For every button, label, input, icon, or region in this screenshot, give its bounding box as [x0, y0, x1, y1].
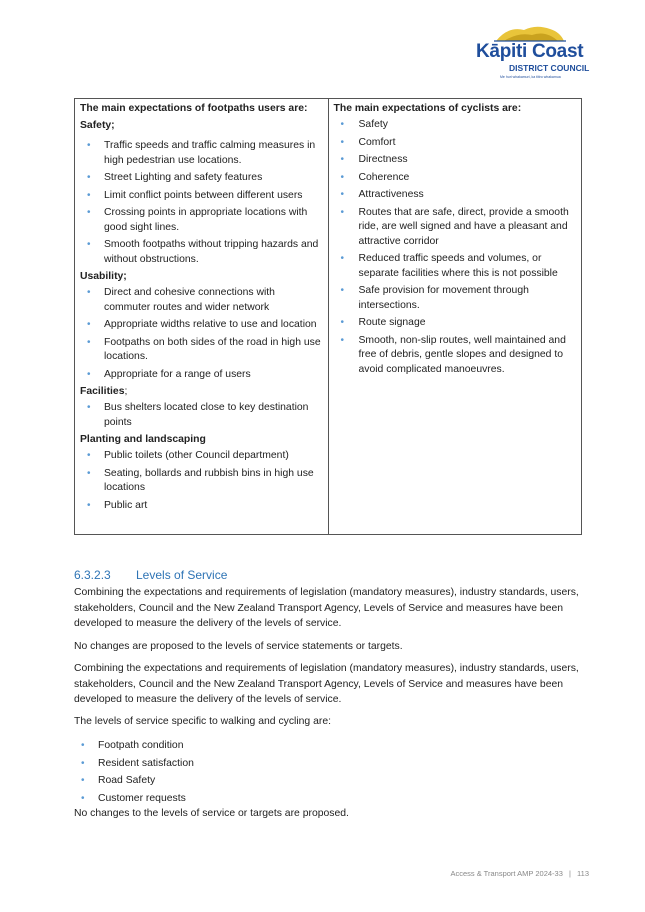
council-logo — [470, 24, 592, 80]
list-item: • Public toilets (other Council department) — [80, 449, 323, 464]
bullet-icon: • — [340, 189, 345, 200]
section-usability-title: Usability; — [80, 271, 127, 282]
bullet-icon: • — [87, 172, 91, 183]
bullet-icon: • — [87, 319, 91, 330]
list-item: • Seating, bollards and rubbish bins in high use locations — [87, 467, 314, 493]
list-item: • Resident satisfaction — [74, 757, 374, 772]
list-item: • Directness — [334, 153, 577, 168]
section-facilities-title: Facilities; — [80, 386, 128, 397]
bullet-icon: • — [340, 285, 345, 296]
bullet-icon: • — [87, 287, 91, 298]
bullet-icon: • — [81, 792, 85, 804]
footpath-users-cell — [75, 99, 329, 535]
bullet-icon: • — [87, 189, 91, 201]
bullet-icon: • — [87, 207, 91, 218]
section-title: Levels of Service — [136, 568, 228, 582]
paragraph: Combining the expectations and requirements of legislation (mandatory measures), industry standards, users, stakeholders, Council and the New Zealand Transport Agency, Levels of Service and measures have been developed to measure the delivery of the levels of service. — [74, 663, 579, 705]
page-footer — [450, 869, 589, 878]
cyclists-cell — [328, 99, 582, 535]
list-item: • Smooth footpaths without tripping hazards and without obstructions. — [87, 239, 319, 265]
list-item: • Customer requests — [74, 792, 374, 807]
list-item: • Appropriate for a range of users — [80, 368, 323, 383]
page-number: 113 — [577, 869, 589, 878]
logo-tagline: Me huri whakamuri, ka titiro whakamua — [500, 75, 561, 79]
bullet-icon: • — [340, 206, 345, 218]
list-item: • Comfort — [334, 136, 577, 151]
bullet-icon: • — [340, 253, 345, 264]
bullet-icon: • — [340, 136, 345, 148]
list-item: • Reduced traffic speeds and volumes, or separate facilities where this is not possible — [340, 253, 558, 279]
bullet-icon: • — [340, 334, 345, 346]
list-item: • Safety — [334, 118, 577, 133]
list-item: • Routes that are safe, direct, provide a smooth ride, are well signed and have a pleasant and attractive corridor — [340, 206, 569, 247]
bullet-icon: • — [87, 499, 91, 511]
bullet-icon: • — [87, 450, 91, 461]
section-planting-title: Planting and landscaping — [80, 434, 206, 445]
list-item: • Attractiveness — [334, 188, 577, 203]
bullet-icon: • — [340, 119, 345, 130]
usability-list — [80, 286, 323, 382]
list-item: • Route signage — [334, 316, 577, 331]
list-item: • Road Safety — [74, 774, 374, 789]
footer-separator: | — [568, 869, 571, 878]
bullet-icon: • — [340, 317, 345, 328]
safety-list — [80, 139, 323, 267]
bullet-icon: • — [81, 740, 85, 751]
list-item: • Public art — [80, 499, 323, 514]
bullet-icon: • — [87, 467, 91, 479]
section-safety-title: Safety; — [80, 120, 115, 131]
footpath-users-header: The main expectations of footpaths users are: — [80, 103, 308, 114]
list-item: • Direct and cohesive connections with commuter routes and wider network — [87, 287, 275, 313]
list-item: • Bus shelters located close to key destination points — [87, 402, 309, 428]
bullet-icon: • — [340, 154, 345, 165]
service-list — [74, 737, 374, 809]
list-item: • Footpath condition — [74, 739, 374, 754]
bullet-icon: • — [87, 402, 91, 413]
list-item: • Appropriate widths relative to use and location — [80, 318, 323, 333]
list-item: • Safe provision for movement through intersections. — [340, 285, 529, 311]
planting-list — [80, 449, 323, 513]
list-item: • Limit conflict points between different users — [80, 189, 323, 204]
cyclists-header: The main expectations of cyclists are: — [333, 103, 522, 114]
list-item: • Smooth, non-slip routes, well maintained and free of debris, gentle slopes and designed to avoid complicated manoeuvres. — [340, 334, 566, 375]
bullet-icon: • — [87, 239, 91, 250]
expectations-table — [74, 98, 582, 535]
bullet-icon: • — [87, 368, 91, 380]
bullet-icon: • — [87, 336, 91, 348]
paragraph: No changes are proposed to the levels of service statements or targets. — [74, 641, 403, 652]
section-heading — [74, 568, 227, 582]
bullet-icon: • — [81, 757, 85, 769]
bullet-icon: • — [87, 140, 91, 151]
cyclists-list — [334, 118, 577, 377]
list-item: • Coherence — [334, 171, 577, 186]
logo-title: Kāpiti Coast — [476, 41, 584, 62]
facilities-list — [80, 401, 323, 430]
list-item: • Traffic speeds and traffic calming measures in high pedestrian use locations. — [87, 140, 316, 166]
list-item: • Street Lighting and safety features — [80, 171, 323, 186]
bullet-icon: • — [340, 171, 345, 183]
closing-paragraph: No changes to the levels of service or targets are proposed. — [74, 808, 349, 819]
hills-emblem-icon — [494, 24, 566, 42]
section-number: 6.3.2.3 — [74, 568, 111, 582]
footer-doc-title: Access & Transport AMP 2024-33 — [450, 869, 563, 878]
list-item: • Crossing points in appropriate locations with good sight lines. — [87, 207, 308, 233]
list-item: • Footpaths on both sides of the road in high use locations. — [87, 336, 321, 362]
logo-subtitle: DISTRICT COUNCIL — [509, 63, 590, 73]
paragraph: Combining the expectations and requirements of legislation (mandatory measures), industry standards, users, stakeholders, Council and the New Zealand Transport Agency, Levels of Service and measures have been developed to measure the delivery of the levels of service. — [74, 587, 579, 629]
bullet-icon: • — [81, 775, 85, 786]
paragraph: The levels of service specific to walking and cycling are: — [74, 716, 331, 727]
